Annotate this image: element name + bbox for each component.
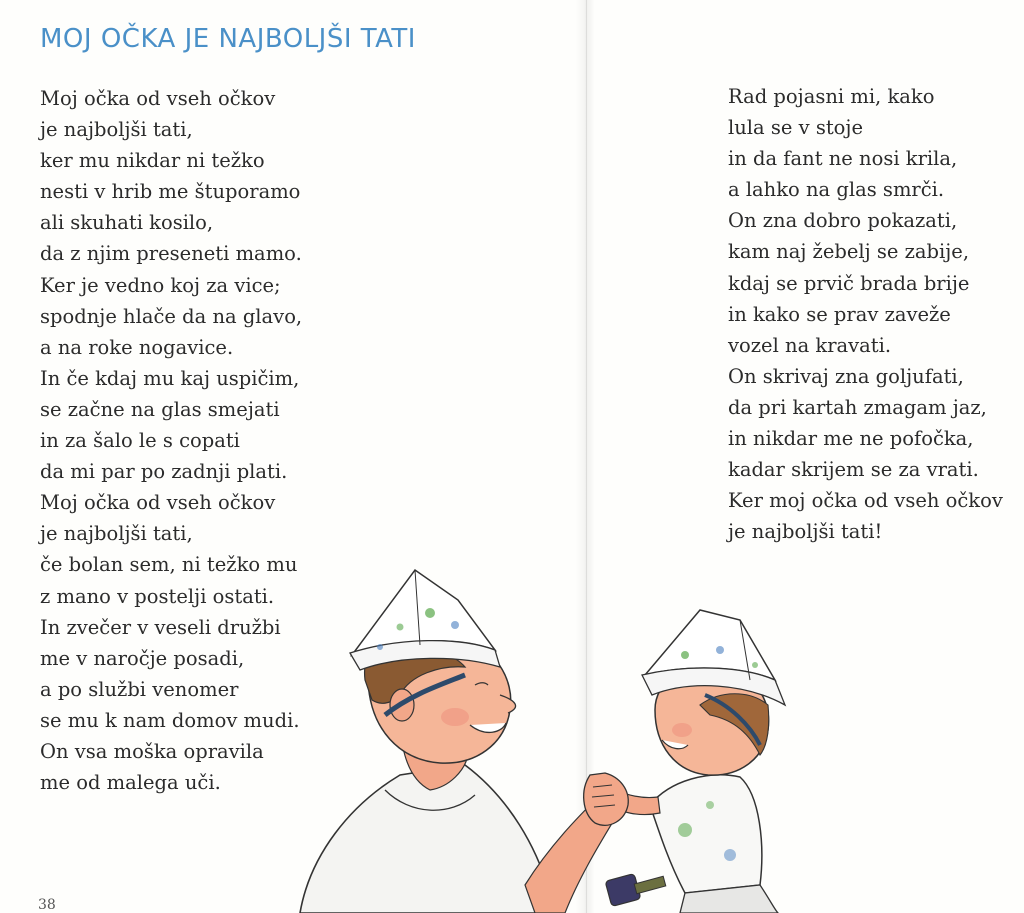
poem-line: se začne na glas smejati [40,397,280,421]
poem-line: ker mu nikdar ni težko [40,149,265,173]
poem-line: In če kdaj mu kaj uspičim, [40,366,300,390]
father-figure [300,570,620,913]
poem-line: če bolan sem, ni težko mu [40,553,298,577]
poem-line: se mu k nam domov mudi. [40,708,300,732]
poem-line: me v naročje posadi, [40,646,245,670]
poem-line: On vsa moška opravila [40,739,264,763]
poem-line: kam naj žebelj se zabije, [728,240,970,264]
poem-line: spodnje hlače da na glavo, [40,304,303,328]
poem-line: kdaj se prvič brada brije [728,271,970,295]
poem-line: je najboljši tati! [728,520,883,544]
poem-line: a na roke nogavice. [40,335,234,359]
poem-line: Moj očka od vseh očkov [40,87,276,110]
poem-line: Moj očka od vseh očkov [40,491,276,515]
poem-line: in kako se prav zaveže [728,302,951,326]
poem-line: in za šalo le s copati [40,429,240,453]
poem-line: in nikdar me ne pofočka, [728,427,974,451]
poem-line: me od malega uči. [40,771,221,795]
poem-right-column [728,81,1003,547]
poem-line: a po službi venomer [40,677,239,701]
poem-line: Ker je vedno koj za vice; [40,273,281,297]
poem-line: da z njim preseneti mamo. [40,242,302,266]
poem-line: Rad pojasni mi, kako [728,85,935,108]
poem-line: kadar skrijem se za vrati. [728,458,979,482]
poem-left-column [40,83,302,798]
page-number: 38 [38,897,56,913]
poem-line: je najboljši tati, [40,118,193,142]
poem-line: On zna dobro pokazati, [728,209,958,233]
poem-title: MOJ OČKA JE NAJBOLJŠI TATI [40,24,416,54]
father-and-son-illustration [290,555,810,913]
son-figure [605,610,785,913]
poem-line: Ker moj očka od vseh očkov [728,489,1003,513]
poem-line: vozel na kravati. [728,333,892,357]
poem-line: In zvečer v veseli družbi [40,615,281,639]
poem-line: da mi par po zadnji plati. [40,460,288,484]
poem-line: On skrivaj zna goljufati, [728,364,964,388]
poem-line: ali skuhati kosilo, [40,211,214,235]
poem-line: lula se v stoje [728,116,863,140]
clasped-hands [584,773,629,825]
poem-line: nesti v hrib me štuporamo [40,180,301,204]
poem-line: a lahko na glas smrči. [728,178,945,202]
poem-line: z mano v postelji ostati. [40,584,275,608]
poem-line: in da fant ne nosi krila, [728,147,958,171]
poem-line: je najboljši tati, [40,522,193,546]
poem-line: da pri kartah zmagam jaz, [728,395,987,419]
